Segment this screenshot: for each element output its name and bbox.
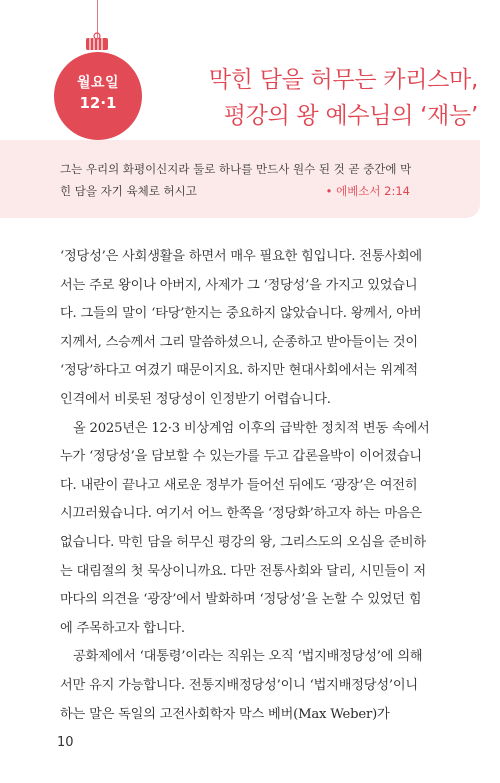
paragraph: 올 2025년은 12·3 비상계엄 이후의 급박한 정치적 변동 속에서 누가 ‘정당성’을 담보할 수 있는가를 두고 갑론을박이 이어졌습니다. 내란이 끝나고 새로운 정부가 들어선 뒤에도 ‘광장’은 여전히 시끄러웠습니다. 여기서 어느 한쪽을 ‘정당화’하고자 하는 마음은 없습니다. 막힌 담을 허무신 평강의 왕, 그리스도의 오심을 준비하는 대림절의 첫 묵상이니까요. 다만 전통사회와 달리, 시민들이 저마다의 의견을 ‘광장’에서 발화하며 ‘정당성’을 논할 수 있었던 힘에 주목하고자 합니다. [60, 420, 430, 636]
date-ornament [54, 52, 142, 140]
verse-text: 그는 우리의 화평이신지라 둘로 하나를 만드사 원수 된 것 곧 중간에 막힌 담을 자기 육체로 허시고 [60, 162, 412, 198]
title-line-2: 평강의 왕 예수님의 ‘재능’ [223, 103, 478, 129]
body-text [60, 243, 432, 729]
date-label: 12·1 [79, 94, 117, 112]
verse-reference: • 에베소서 2:14 [325, 184, 410, 198]
weekday-label: 월요일 [76, 75, 120, 91]
paragraph: ‘정당성’은 사회생활을 하면서 매우 필요한 힘입니다. 전통사회에서는 주로 왕이나 아버지, 사제가 그 ‘정당성’을 가지고 있었습니다. 그들의 말이 ‘타당’한지는 중요하지 않았습니다. 왕께서, 아버지께서, 스승께서 그리 말씀하셨으니, 순종하고 받아들이는 것이 ‘정당’하다고 여겼기 때문이지요. 하지만 현대사회에서는 위계적 인격에서 비롯된 정당성이 인정받기 어렵습니다. [60, 249, 422, 407]
ornament-cap-icon [0, 0, 200, 60]
verse-box [0, 140, 480, 218]
page-title [209, 62, 478, 134]
page-number: 10 [57, 735, 74, 750]
paragraph: 공화제에서 ‘대통령’이라는 직위는 오직 ‘법지배정당성’에 의해서만 유지 가능합니다. 전통지배정당성’이니 ‘법지배정당성’이니 하는 말은 독일의 고전사회학자 막스 베버(Max Weber)가 [60, 649, 423, 722]
title-line-1: 막힌 담을 허무는 카리스마, [208, 67, 478, 93]
